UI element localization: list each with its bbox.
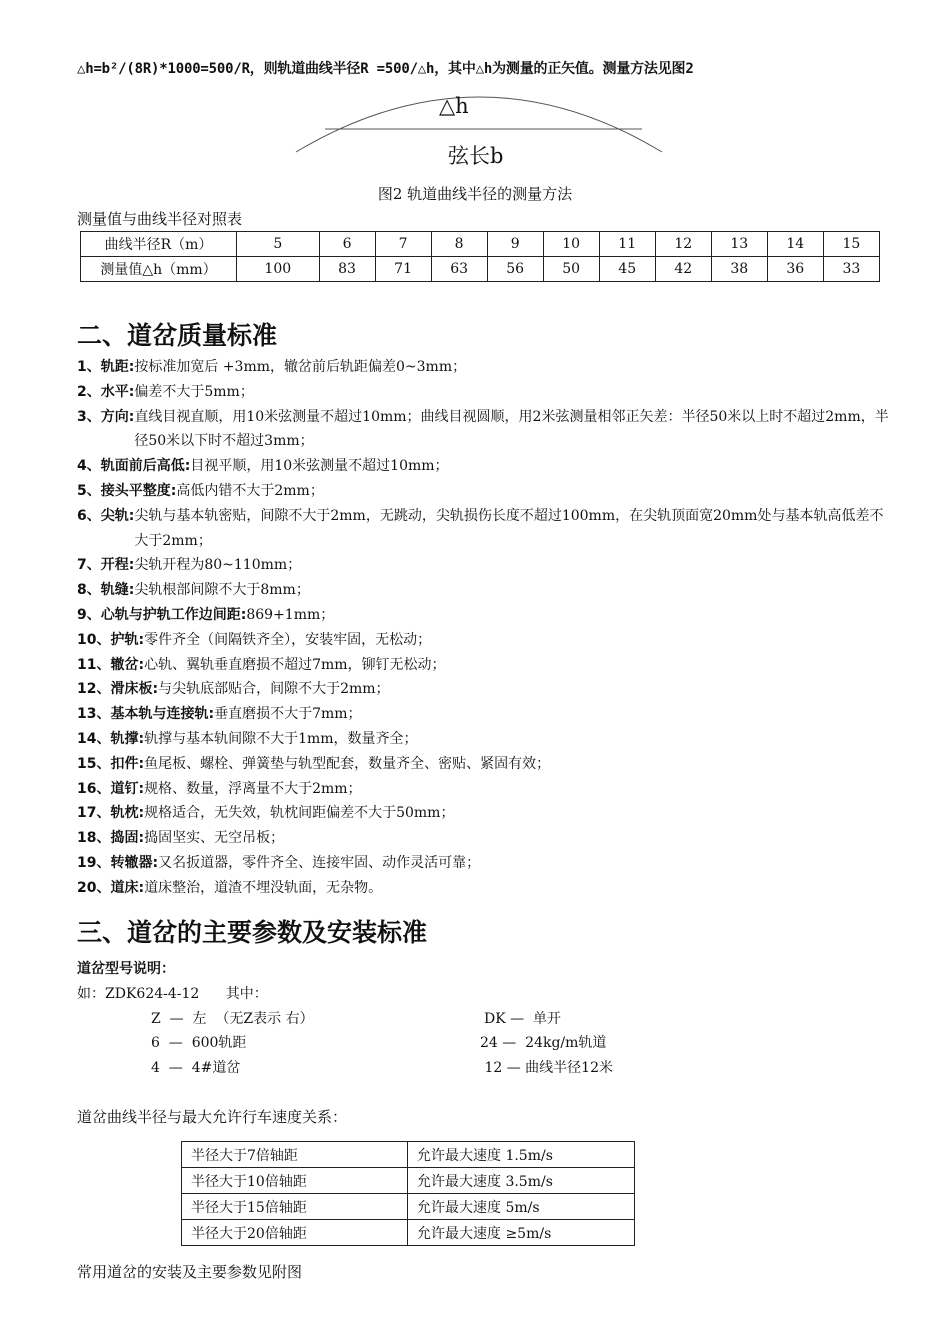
table-cell: 83 <box>319 257 375 282</box>
item-label: 轨距: <box>100 359 135 375</box>
list-item <box>77 454 892 479</box>
item-number: 3、 <box>77 408 101 425</box>
item-text: 高低内错不大于2mm； <box>176 482 324 499</box>
model-example <box>77 983 268 1003</box>
item-text: 道床整治，道渣不埋没轨面，无杂物。 <box>144 879 383 896</box>
speed-table-title: 道岔曲线半径与最大允许行车速度关系： <box>77 1108 348 1126</box>
table-row <box>81 232 880 257</box>
table-row <box>182 1168 635 1194</box>
code-left-line: 4 — 4#道岔 <box>151 1060 241 1076</box>
list-item <box>77 801 892 826</box>
list-item <box>77 504 892 554</box>
table-cell: 9 <box>487 232 543 257</box>
code-right-line: 12 — 曲线半径12米 <box>480 1060 613 1076</box>
table-row <box>182 1194 635 1220</box>
table-cell: 半径大于7倍轴距 <box>182 1142 408 1168</box>
table-cell: 半径大于15倍轴距 <box>182 1194 408 1220</box>
item-number: 14、 <box>77 730 111 747</box>
item-text: 尖轨开程为80~110mm； <box>134 557 302 574</box>
item-label: 轨枕: <box>110 805 145 822</box>
table-cell: 5 <box>237 232 320 257</box>
item-label: 轨面前后高低: <box>100 458 191 475</box>
table-cell: 12 <box>655 232 711 257</box>
item-label: 转辙器: <box>110 854 159 871</box>
item-label: 滑床板: <box>110 681 159 698</box>
table-cell: 半径大于20倍轴距 <box>182 1220 408 1246</box>
section-2-title: 二、道岔质量标准 <box>77 321 278 350</box>
table-cell: 允许最大速度 5m/s <box>408 1194 635 1220</box>
item-number: 7、 <box>77 557 101 574</box>
table-cell: 允许最大速度 3.5m/s <box>408 1168 635 1194</box>
item-number: 15、 <box>77 755 111 772</box>
item-label: 尖轨: <box>100 507 135 524</box>
list-item <box>77 578 892 603</box>
table-cell: 8 <box>431 232 487 257</box>
item-label: 接头平整度: <box>100 482 177 499</box>
item-number: 2、 <box>77 383 101 400</box>
item-text: 尖轨根部间隙不大于8mm； <box>134 582 310 599</box>
item-label: 扣件: <box>110 755 145 772</box>
list-item <box>77 777 892 802</box>
table-header-cell: 测量值△h（mm） <box>81 257 237 282</box>
chord-label: 弦长b <box>448 144 504 168</box>
list-item <box>77 628 892 653</box>
table-cell: 半径大于10倍轴距 <box>182 1168 408 1194</box>
table-cell: 56 <box>487 257 543 282</box>
item-label: 方向: <box>100 408 135 425</box>
list-item <box>77 702 892 727</box>
code-left-line: 6 — 600轨距 <box>151 1035 247 1051</box>
item-label: 道钉: <box>110 780 145 797</box>
item-number: 1、 <box>77 359 101 375</box>
list-item <box>77 479 892 504</box>
table-cell: 允许最大速度 1.5m/s <box>408 1142 635 1168</box>
item-label: 辙岔: <box>110 656 145 673</box>
item-number: 10、 <box>77 631 111 648</box>
quality-standard-list <box>77 355 892 901</box>
item-text: 零件齐全（间隔铁齐全），安装牢固，无松动； <box>144 631 432 648</box>
list-item <box>77 752 892 777</box>
item-text: 又名扳道器，零件齐全、连接牢固、动作灵活可靠； <box>158 854 481 871</box>
item-label: 开程: <box>100 557 135 574</box>
delta-h-label: △h <box>439 94 469 118</box>
item-label: 捣固: <box>110 830 145 847</box>
speed-table <box>181 1141 635 1246</box>
table-cell: 6 <box>319 232 375 257</box>
table-cell: 33 <box>823 257 879 282</box>
radius-table <box>80 231 880 282</box>
measurement-figure <box>290 82 670 172</box>
code-right-line: 24 — 24kg/m轨道 <box>480 1035 607 1051</box>
table-cell: 100 <box>237 257 320 282</box>
list-item <box>77 826 892 851</box>
table-cell: 允许最大速度 ≥5m/s <box>408 1220 635 1246</box>
item-text: 鱼尾板、螺栓、弹簧垫与轨型配套，数量齐全、密贴、紧固有效； <box>144 755 551 772</box>
item-text: 按标准加宽后 +3mm，辙岔前后轨距偏差0~3mm； <box>134 359 467 375</box>
item-label: 心轨与护轨工作边间距: <box>100 606 247 623</box>
item-number: 18、 <box>77 830 111 847</box>
item-number: 8、 <box>77 582 101 599</box>
item-label: 水平: <box>100 383 135 400</box>
table-row <box>182 1220 635 1246</box>
formula-line: △h=b²/(8R)*1000=500/R，则轨道曲线半径R =500/△h，其中△h为测量的正矢值。测量方法见图2 <box>77 61 694 77</box>
table-cell: 45 <box>599 257 655 282</box>
item-label: 轨撑: <box>110 730 145 747</box>
table-cell: 71 <box>375 257 431 282</box>
item-text: 轨撑与基本轨间隙不大于1mm，数量齐全； <box>144 730 418 747</box>
list-item <box>77 603 892 628</box>
table-cell: 50 <box>543 257 599 282</box>
table-cell: 36 <box>767 257 823 282</box>
model-title: 道岔型号说明： <box>77 961 175 977</box>
table-row <box>81 257 880 282</box>
list-item <box>77 553 892 578</box>
table-cell: 15 <box>823 232 879 257</box>
item-number: 20、 <box>77 879 111 896</box>
footer-note: 常用道岔的安装及主要参数见附图 <box>77 1263 303 1281</box>
model-example-code: 如：ZDK624-4-12 <box>77 986 200 1002</box>
item-number: 16、 <box>77 780 111 797</box>
item-number: 12、 <box>77 681 111 698</box>
table-cell: 14 <box>767 232 823 257</box>
table-cell: 63 <box>431 257 487 282</box>
item-text: 捣固坚实、无空吊板； <box>144 830 285 847</box>
list-item <box>77 677 892 702</box>
item-number: 11、 <box>77 656 111 673</box>
section-3-title: 三、道岔的主要参数及安装标准 <box>77 918 428 947</box>
item-text: 869+1mm； <box>246 606 335 623</box>
item-number: 9、 <box>77 606 101 623</box>
item-label: 轨缝: <box>100 582 135 599</box>
table-title: 测量值与曲线半径对照表 <box>77 210 243 228</box>
item-text: 偏差不大于5mm； <box>134 383 254 400</box>
list-item <box>77 405 892 455</box>
item-number: 5、 <box>77 482 101 499</box>
table-cell: 13 <box>711 232 767 257</box>
figure-caption: 图2 轨道曲线半径的测量方法 <box>377 185 573 203</box>
item-text: 规格、数量，浮离量不大于2mm； <box>144 780 362 797</box>
item-text: 垂直磨损不大于7mm； <box>214 706 362 723</box>
item-number: 19、 <box>77 854 111 871</box>
list-item <box>77 355 892 380</box>
item-number: 17、 <box>77 805 111 822</box>
table-cell: 11 <box>599 232 655 257</box>
item-label: 护轨: <box>110 631 145 648</box>
code-left-line: Z — 左 （无Z表示 右） <box>151 1011 314 1027</box>
item-text: 直线目视直顺，用10米弦测量不超过10mm；曲线目视圆顺，用2米弦测量相邻正矢差：半径50米以上时不超过2mm，半径50米以下时不超过3mm； <box>134 408 889 450</box>
item-label: 基本轨与连接轨: <box>110 706 215 723</box>
item-text: 目视平顺，用10米弦测量不超过10mm； <box>190 458 449 475</box>
list-item <box>77 653 892 678</box>
code-right-line: DK — 单开 <box>484 1011 562 1027</box>
table-cell: 10 <box>543 232 599 257</box>
table-row <box>182 1142 635 1168</box>
list-item <box>77 727 892 752</box>
item-label: 道床: <box>110 879 145 896</box>
item-number: 4、 <box>77 458 101 475</box>
item-number: 6、 <box>77 507 101 524</box>
model-example-suffix: 其中： <box>225 986 268 1002</box>
table-cell: 7 <box>375 232 431 257</box>
item-text: 心轨、翼轨垂直磨损不超过7mm，铆钉无松动； <box>144 656 446 673</box>
list-item <box>77 380 892 405</box>
list-item <box>77 876 892 901</box>
item-number: 13、 <box>77 706 111 723</box>
table-cell: 42 <box>655 257 711 282</box>
item-text: 尖轨与基本轨密贴，间隙不大于2mm，无跳动，尖轨损伤长度不超过100mm，在尖轨顶面宽20mm处与基本轨高低差不大于2mm； <box>134 507 884 549</box>
item-text: 规格适合，无失效，轨枕间距偏差不大于50mm； <box>144 805 455 822</box>
list-item <box>77 851 892 876</box>
table-header-cell: 曲线半径R（m） <box>81 232 237 257</box>
item-text: 与尖轨底部贴合，间隙不大于2mm； <box>158 681 390 698</box>
table-cell: 38 <box>711 257 767 282</box>
